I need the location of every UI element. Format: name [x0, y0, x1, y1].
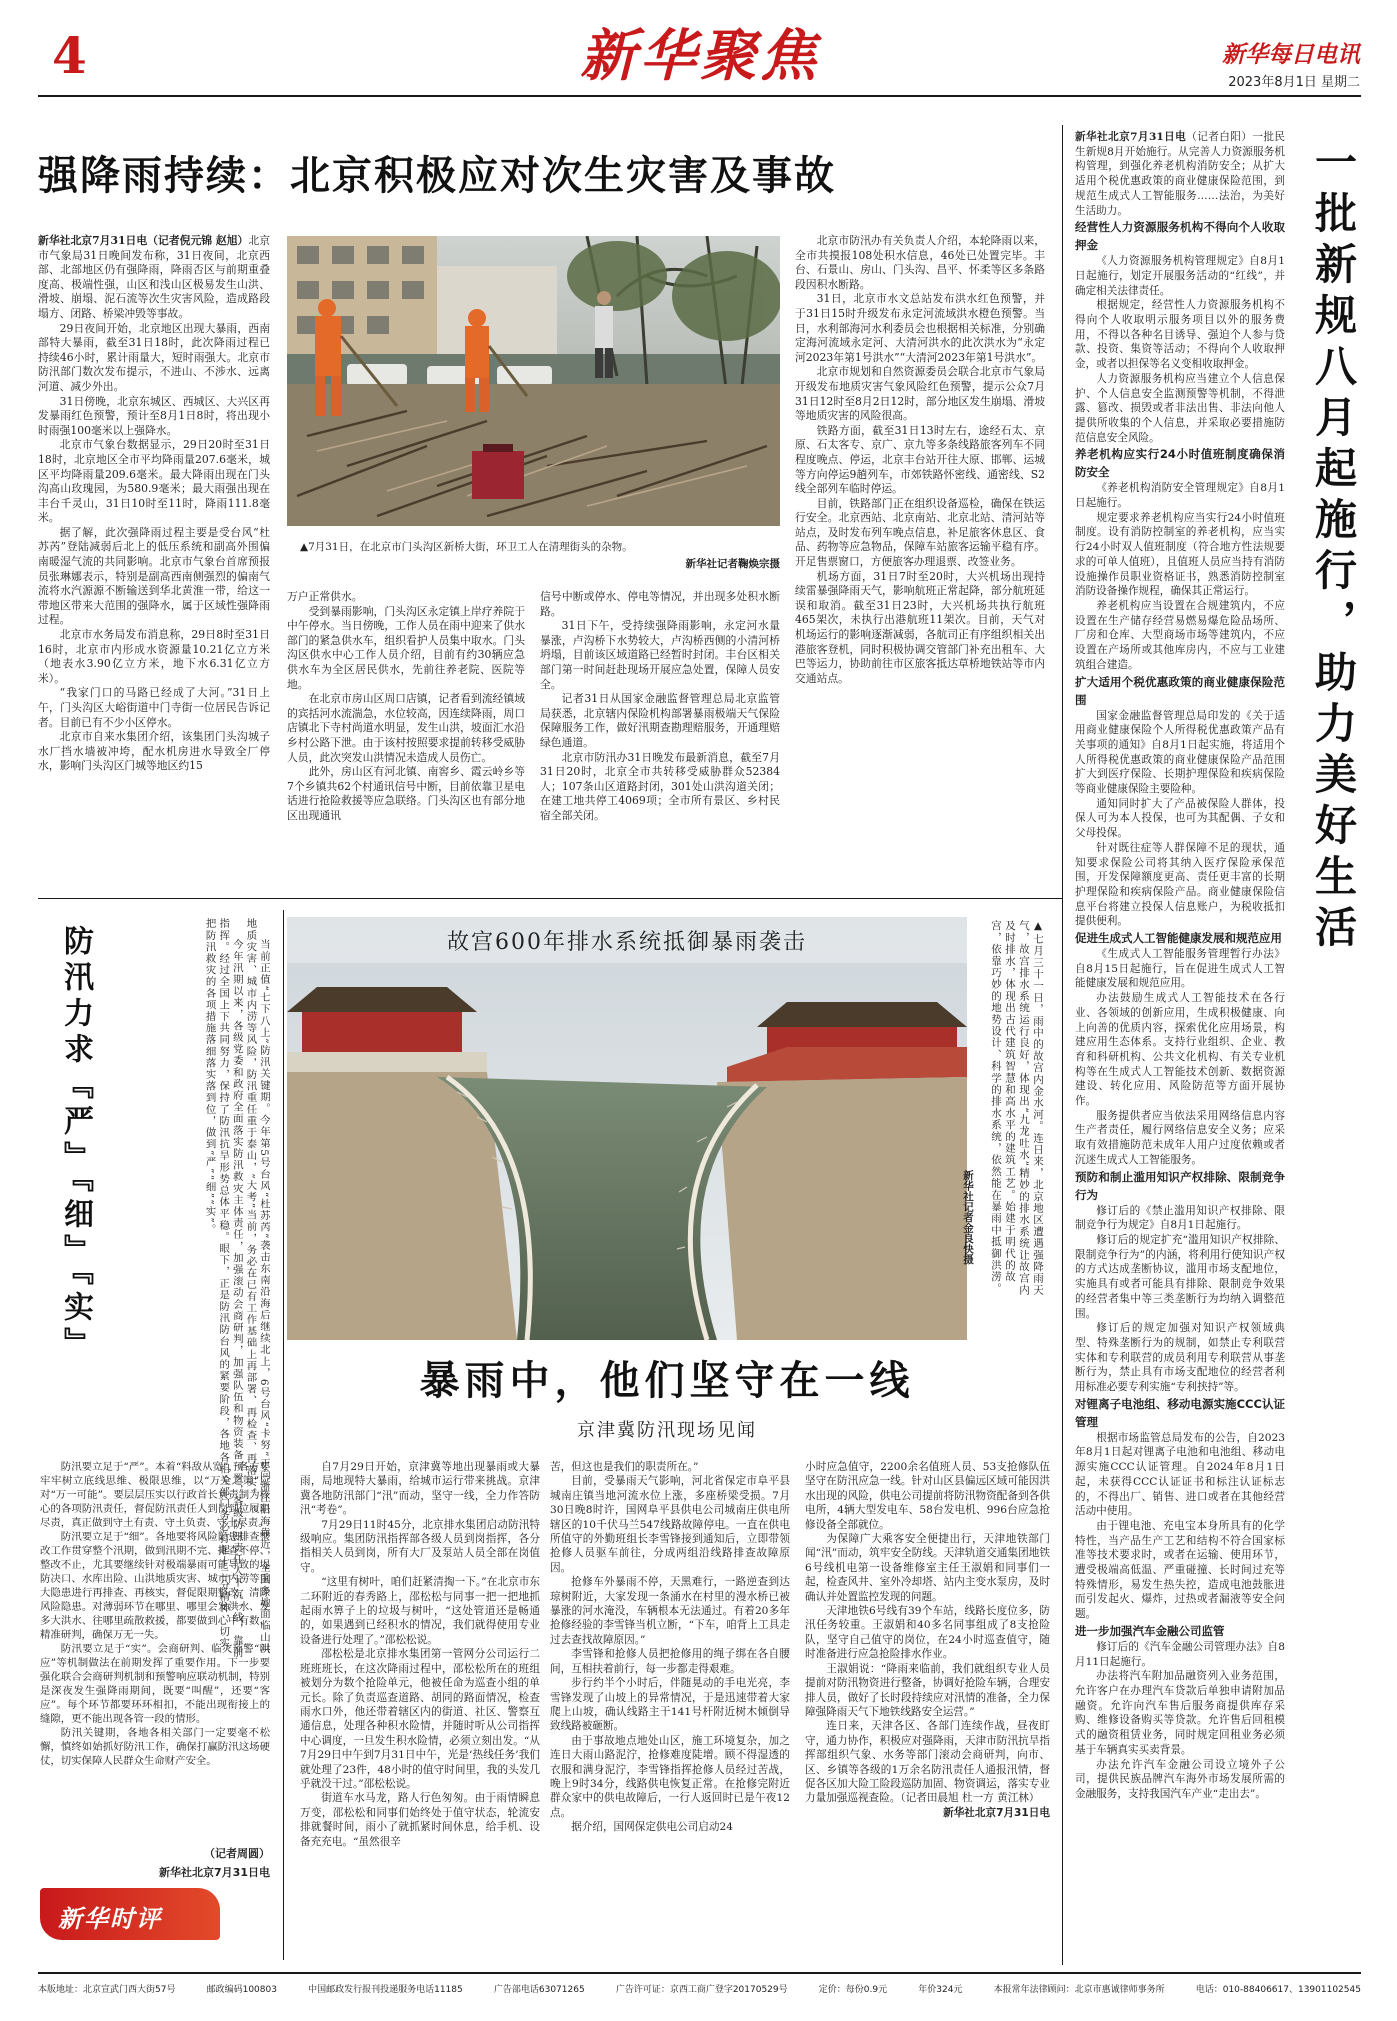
sidebar-paragraph: 国家金融监督管理总局印发的《关于适用商业健康保险个人所得税优惠政策产品有关事项的通知》自8月1日起实施，将适用个人所得税优惠政策的商业健康保险产品范围扩大到医疗保险、长期护理保险和疾病保险等商业健康保险主要险种。: [1075, 709, 1285, 796]
sidebar-paragraph: 修订后的规定加强对知识产权领域典型、特殊垄断行为的规制，如禁止专利联营实体和专利联营的成员利用专利联营从事垄断行为，禁止具有市场支配地位的经营者利用标准必要专利实施“专利挟持”等。: [1075, 1322, 1285, 1394]
forbidden-city-photo: [287, 917, 967, 1340]
sidebar-heading: 进一步加强汽车金融公司监管: [1075, 1623, 1225, 1638]
story1-lead-text: 北京市气象局31日晚间发布称，31日夜间，北京西部、北部地区仍有强降雨，降雨否区与前期重叠度高、极端性强，山区和浅山区极易发生山洪、滑坡、崩塌、泥石流等次生灾害风险，造成路段塌方、闭路、桥梁冲毁等事故。: [38, 234, 270, 320]
sidebar-paragraph: 人力资源服务机构应当建立个人信息保护、个人信息安全监测预警等机制，不得泄露、篡改、损毁或者非法出售、非法向他人提供所收集的个人信息，并采取必要措施防范信息安全风险。: [1075, 372, 1285, 444]
sidebar-paragraph: 根据规定，经营性人力资源服务机构不得向个人收取明示服务项目以外的服务费用，不得以各种名目诱导、强迫个人参与贷款、投资、集资等活动；不得向个人收取押金，或者以担保等名义变相收取押金。: [1075, 299, 1285, 371]
sidebar-paragraph: 针对既往症等人群保障不足的现状，通知要求保险公司将其纳入医疗保险承保范围，开发保障额度更高、责任更丰富的长期护理保险和疾病保险产品。商业健康保险信息平台将建立投保人信息账户，为税收抵扣提供便利。: [1075, 841, 1285, 928]
story2-paragraph: 王淑娟说：“降雨来临前，我们就组织专业人员提前对防汛物资进行整备，协调好抢险车辆，合理安排人员，做好了长时段持续应对汛情的准备，全力保障强降雨天气下地铁线路安全运营。”: [805, 1662, 1050, 1718]
story2-paragraph: 李雪锋和抢修人员把抢修用的绳子绑在各自腰间，互相扶着前行，每一步都走得艰难。: [550, 1648, 790, 1675]
story1-dateline: 新华社北京7月31日电（记者倪元锦 赵旭）: [38, 234, 249, 247]
story2-paragraph: 目前，受暴雨天气影响，河北省保定市阜平县城南庄镇当地河流水位上涨，多座桥梁受损。7月30日晚8时许，国网阜平县供电公司城南庄供电所辖区的10千伏马兰547线路故障停电。一直在供电所值守的外勤班组长李雪锋接到通知后，立即带领抢修人员驱车前往，分成两组沿线路排查故障原因。: [550, 1475, 790, 1574]
footer-line: [38, 1982, 1361, 1995]
commentary-paragraph: 防汛关键期，各地各相关部门一定要毫不松懈，慎终如始抓好防汛工作，确保打赢防汛这场硬仗，切实保障人民群众生命财产安全。: [40, 1727, 270, 1767]
sidebar-paragraph: 养老机构应当设置在合规建筑内，不应设置在生产储存经营易燃易爆危险品场所、厂房和仓库、大型商场市场等建筑内，不应设置在产场所或其他库房内，不应与工业建筑组合建造。: [1075, 599, 1285, 671]
story1-paragraph: 31日下午，受持续强降雨影响，永定河水量暴涨，卢沟桥下水势较大，卢沟桥西侧的小清河桥坍塌，目前该区域道路已经暂时封闭。丰台区相关部门第一时间赶赴现场开展应急处置，保障人员安全。: [540, 619, 780, 691]
sidebar-paragraph: 修订后的规定扩充“滥用知识产权排除、限制竞争行为”的内涵，将利用行使知识产权的方式达成垄断协议，滥用市场支配地位，实施具有或者可能具有排除、限制竞争效果的经营者集中等三类垄断行为均纳入调整范围。: [1075, 1234, 1285, 1320]
sidebar-heading: 促进生成式人工智能健康发展和规范应用: [1075, 931, 1282, 946]
story1-paragraph: 31日，北京市水文总站发布洪水红色预警，并于31日15时升级发布永定河流域洪水橙色预警。当日，水利部海河水利委员会也根据相关标准，分别确定海河流域永定河、大清河洪水的此次洪水为“永定河2023年第1号洪水”“大清河2023年第1号洪水”。: [795, 292, 1045, 364]
story1-paragraph: 北京市规划和自然资源委员会联合北京市气象局开级发布地质灾害气象风险红色预警，提示公众7月31日12时至8月2日12时，部分地区发生崩塌、滑坡等地质灾害的风险很高。: [795, 365, 1045, 423]
story1-paragraph: “我家门口的马路已经成了大河。”31日上午，门头沟区大峪街道中门寺街一位居民告诉记者。目前已有不少小区停水。: [38, 686, 270, 729]
sidebar-paragraph: 办法将汽车附加品融资列入业务范围，允许客户在办理汽车贷款后单独申请附加品融资。允许向汽车售后服务商提供库存采购、维修设备购买等贷款。允许售后回租模式的融资租赁业务，同时规定回租业务必须基于车辆真实买卖背景。: [1075, 1670, 1285, 1756]
commentary-dateline: 新华社北京7月31日电: [159, 1866, 270, 1879]
sidebar-divider: [1062, 125, 1063, 1965]
sidebar-heading: 对锂离子电池组、移动电源实施CCC认证管理: [1075, 1396, 1285, 1429]
story1-paragraph: 目前，铁路部门正在组织设备巡检，确保在铁运行安全。北京西站、北京南站、北京北站、清河站等站点，及时发布列车晚点信息，补足旅客休息区、食品、药物等应急物品，保障车站旅客运输平稳有序。开足售票窗口，方便旅客办理退票、改签业务。: [795, 496, 1045, 569]
story1-paragraph: 此外，房山区有河北镇、南窖乡、霞云岭乡等7个乡镇共62个村通讯信号中断，目前依靠卫星电话进行抢险救援等应急联络。门头沟区也有部分地区出现通讯: [287, 765, 525, 822]
story2-paragraph: 邵松松是北京排水集团第一管网分公司运行二班班班长，在这次降雨过程中，邵松松所在的班组被划分为数个抢险单元，他被任命为巡查小组的单元长。除了负责巡查道路、胡同的路面情况，检查雨水口外，他还带着辖区内的街道、社区、警察互通信息，处理各种积水险情，并随时听从公司指挥中心调度，一旦发生积水险情，必须立刻出发。“从7月29日中午到7月31日中午，光是‘热线任务’我们就处理了23件，48小时的值守时间里，我的头发几乎就没干过。”邵松松说。: [300, 1648, 540, 1790]
street-photo-credit: 新华社记者鞠焕宗摄: [685, 558, 780, 570]
sidebar-paragraph: 办法鼓励生成式人工智能技术在各行业、各领域的创新应用，生成积极健康、向上向善的优质内容，探索优化应用场景，构建应用生态体系。支持行业组织、企业、教育和科研机构、公共文化机构、有关专业机构等在生成式人工智能技术创新、数据资源建设、转化应用、风险防范等方面开展协作。: [1075, 992, 1285, 1108]
page-number: 4: [52, 26, 87, 85]
footer-item: 电话：010-88406617、13901102545: [1195, 1985, 1361, 1995]
footer-item: 本版地址：北京宣武门西大街57号: [38, 1985, 176, 1995]
sidebar-paragraph: 《人力资源服务机构管理规定》自8月1日起施行，划定开展服务活动的“红线”，并确定相关法律责任。: [1075, 255, 1285, 297]
story2-column-3: [805, 1460, 1050, 1965]
commentary-paragraph: 防汛要立足于“实”。会商研判、临灾预警“叫应”等机制做法在前期发挥了重要作用。下一步要强化联合会商研判机制和预警响应联动机制，特别是深夜发生强降雨期间，既要“叫醒”，还要“客应”。每个环节都要环环相扣，不能出现衔接上的缝隙，更不能出现各管一段的情形。: [40, 1643, 270, 1725]
street-cleanup-illustration: [287, 236, 780, 526]
commentary-body: [40, 1460, 270, 1835]
story2-column-2: [550, 1460, 790, 1965]
story1-paragraph: 北京市防汛办有关负责人介绍，本轮降雨以来，全市共摸报108处积水信息，46处已处置完毕。丰台、石景山、房山、门头沟、昌平、怀柔等区多条路段因积水断路。: [795, 234, 1045, 291]
commentary-paragraph: 防汛要立足于“严”。本着“料敌从宽”，各方要牢牢树立底线思维、极限思维，以“万全之策”应对“万一可能”。要层层压实以行政首长负责制为核心的各项防汛责任，督促防汛责任人到岗到位履职尽责，真正做到守土有责、守土负责、守土尽责。: [40, 1461, 270, 1529]
story2-dateline: 新华社北京7月31日电: [943, 1806, 1050, 1819]
section-title: 新华聚焦: [580, 23, 820, 89]
story2-paragraph: 为保障广大乘客安全便捷出行，天津地铁部门闻“汛”而动，筑牢安全防线。天津轨道交通集团地铁6号线机电第一设备维修室主任王淑娟和同事们一起，检查风井、室外冷却塔、站内主变水泵房，及时确认并处置监控发现的问题。: [805, 1533, 1050, 1603]
story1-paragraph: 铁路方面，截至31日13时左右，途经石太、京原、石太客专、京广、京九等多条线路旅客列车不同程度晚点、停运，北京丰台站开往大原、邯郸、运城等方向停运9趟列车，市郊铁路怀密线、通密线、S2线全部列车临时停运。: [795, 423, 1045, 496]
sidebar-paragraph: 由于锂电池、充电宝本身所具有的化学特性，当产品生产工艺和结构不符合国家标准等技术要求时，或者在运输、使用环节，遭受极端高低温、严重碰撞、长时间过充等特殊情形，易发生热失控，造成电池鼓胀进而引发起火、爆炸，过热或者漏液等安全问题。: [1075, 1519, 1285, 1621]
story1-column-2: [287, 590, 525, 888]
sidebar-paragraph: 修订后的《禁止滥用知识产权排除、限制竞争行为规定》自8月1日起施行。: [1075, 1204, 1285, 1232]
story1-paragraph: 受到暴雨影响，门头沟区永定镇上岸疗养院于中午停水。当日傍晚，工作人员在雨中迎来了供水部门的紧急供水车，组织看护人员集中取水。门头沟区供水中心工作人员介绍，目前有约30辆应急供水车为全区居民供水，先前往养老院、医院等地。: [287, 604, 525, 691]
story1-paragraph: 北京市防汛办31日晚发布最新消息，截至7月31日20时，北京全市共转移受威胁群众52384人；107条山区道路封闭，301处山洪沟道关闭；在建工地共停工4069项；全市所有景区、乡村民宿全部关闭。: [540, 750, 780, 822]
story1-paragraph: 31日傍晚，北京东城区、西城区、大兴区再发暴雨红色预警，预计至8月1日8时，将出现小时雨强100毫米以上强降水。: [38, 394, 270, 437]
story1-column-3: [540, 590, 780, 888]
story1-paragraph: 北京市自来水集团介绍，该集团门头沟城子水厂挡水墙被冲垮，配水机房进水导致全厂停水，影响门头沟区门城等地区约15: [38, 730, 270, 773]
sidebar-dateline: 新华社北京7月31日电: [1075, 131, 1187, 143]
footer-rule: [38, 1972, 1361, 1974]
sidebar-paragraph: 办法允许汽车金融公司设立境外子公司，提供民族品牌汽车海外市场发展所需的金融服务，支持我国汽车产业“走出去”。: [1075, 1758, 1285, 1800]
commentary-badge-label: 新华时评: [58, 1905, 162, 1933]
story2-paragraph: 天津地铁6号线有39个车站，线路长度位多，防汛任务较重。王淑娟和40多名同事组成了8支抢险队，坚守自己值守的岗位，在24小时巡查值守，随时准备进行应急抢险排水作业。: [805, 1605, 1050, 1661]
story1-paragraph: 记者31日从国家金融监督管理总局北京监管局获悉，北京辖内保险机构部署暴雨极端天气保险保障服务工作，做好汛期查勘理赔服务，开通理赔绿色通道。: [540, 692, 780, 749]
story2-paragraph: 步行约半个小时后，伴随晃动的手电光亮，李雪锋发现了山坡上的异常情况，于是迅速带着大家爬上山坡，确认线路主干141号杆附近树木倾倒导致线路被砸断。: [550, 1677, 790, 1733]
commentary-divider: [283, 910, 284, 1960]
issue-date: 2023年8月1日 星期二: [1228, 75, 1360, 90]
commentary-badge: [40, 1888, 220, 1940]
story1-paragraph: 据了解，此次强降雨过程主要是受台风“杜苏芮”登陆减弱后北上的低压系统和副高外围偏南暖湿气流的共同影响。北京市气象台首席预报员张琳娜表示，特别是副高西南侧强烈的偏南气流将水汽源源不断输送到华北黄淮一带，给这一带地区带来大范围的强降水，属于区域性强降雨过程。: [38, 525, 270, 627]
story1-bottom-rule: [38, 898, 1063, 899]
commentary-paragraph: 防汛要立足于“细”。各地要将风险隐患排查整改工作贯穿整个汛期，做到汛期不完、排查不停、整改不止，尤其要继续针对极端暴雨可能导致的堤防决口、水库出险、山洪地质灾害、城市内涝等重大隐患进行再排查、再核实，督促限期整改，清除风险隐患。对薄弱环节在哪里、哪里会发洪水、发多大洪水、往哪里疏散救援，都要做到心中有数、精准研判，确保万无一失。: [40, 1531, 270, 1641]
palace-credit: 新华社记者金良快摄: [962, 1170, 974, 1265]
paper-name: 新华每日电讯: [1222, 41, 1360, 68]
masthead-rule: [38, 95, 1361, 97]
footer-item: 年价324元: [918, 1985, 963, 1995]
sidebar-paragraph: 规定要求养老机构应当实行24小时值班制度。设有消防控制室的养老机构，应当实行24小时双人值班制度（符合地方性法规要求的可单人值班），且值班人员应当持有消防设施操作员职业资格证书，熟悉消防控制室消防设备操作规程，确保其正常运行。: [1075, 511, 1285, 598]
palace-caption: ▲七月三十一日，雨中的故宫内金水河。连日来，北京地区遭遇强降雨天气，故宫排水系统运行良好，体现出“九龙吐水”精妙的排水系统让故宫内及时排水，体现出古代建筑智慧和高水平的建筑工艺。始建于明代的故宫，依靠巧妙的地势设计、科学的排水系统，依然能在暴雨中抵御洪涝。: [990, 920, 1044, 1296]
sidebar-heading: 预防和制止滥用知识产权排除、限制竞争行为: [1075, 1169, 1285, 1202]
footer-item: 广告许可证：京西工商广登字20170529号: [615, 1985, 788, 1995]
sidebar-paragraph: 《养老机构消防安全管理规定》自8月1日起施行。: [1075, 482, 1285, 510]
sidebar-paragraph: 根据市场监管总局发布的公告，自2023年8月1日起对锂离子电池和电池组、移动电源实施CCC认证管理。自2024年8月1日起，未获得CCC认证证书和标注认证标志的，不得出厂、销售、进口或者在其他经营活动中使用。: [1075, 1431, 1285, 1518]
story1-headline: 强降雨持续：北京积极应对次生灾害及事故: [38, 153, 836, 199]
story1-paragraph: 北京市气象台数据显示，29日20时至31日18时，北京地区全市平均降雨量207.6毫米，城区平均降雨量209.6毫米。最大降雨出现在门头沟高山玫瑰园，为580.9毫米；最大雨强出现在丰台千灵山，31日10时至11时，降雨111.8毫米。: [38, 438, 270, 525]
footer-item: 本报常年法律顾问：北京市惠诚律师事务所: [993, 1985, 1165, 1995]
story2-headline: 暴雨中，他们坚守在一线: [419, 1358, 915, 1404]
story1-paragraph: 北京市水务局发布消息称，29日8时至31日16时，北京市内形成水资源量10.21亿立方米（地表水3.90亿立方米，地下水6.31亿立方米）。: [38, 628, 270, 685]
story1-paragraph: 信号中断或停水、停电等情况，并出现多处积水断路。: [540, 590, 780, 618]
footer-item: 广告部电话63071265: [493, 1985, 585, 1995]
sidebar-lead-text: （记者白阳）一批民生新规8月开始施行。从完善人力资源服务机构管理，到强化养老机构消防安全；从扩大适用个税优惠政策的商业健康保险范围，到规范生成式人工智能服务……法治，为美好生活助力。: [1075, 131, 1285, 217]
sidebar-paragraph: 服务提供者应当依法采用网络信息内容生产者责任，履行网络信息安全义务；应采取有效措施防范未成年人用户过度依赖或者沉迷生成式人工智能服务。: [1075, 1109, 1285, 1166]
sidebar-column: [1075, 130, 1285, 1965]
commentary-author: （记者周圆）: [204, 1847, 270, 1860]
story2-paragraph: 据介绍，国网保定供电公司启动24: [571, 1821, 733, 1834]
street-cleanup-photo: [287, 236, 780, 526]
sidebar-heading: 养老机构应实行24小时值班制度确保消防安全: [1075, 447, 1285, 480]
sidebar-heading: 扩大适用个税优惠政策的商业健康保险范围: [1075, 674, 1285, 707]
story2-paragraph: “这里有树叶，咱们赶紧清掏一下。”在北京市东二环附近的春秀路上，邵松松与同事一把一把地抓起雨水箅子上的垃圾与树叶，“这处管道还是畅通的，如果遇到已经积水的情况，我们就得使用专业设备进行处理了。”邵松松说。: [300, 1576, 540, 1646]
sidebar-paragraph: 《生成式人工智能服务管理暂行办法》自8月15日起施行，旨在促进生成式人工智能健康发展和规范应用。: [1075, 948, 1285, 990]
story2-paragraph: 7月29日11时45分，北京排水集团启动防汛特级响应。集团防汛指挥部各级人员到岗指挥，各分指相关人员到岗，所有大厂及泵站人员全部在岗值守。: [300, 1518, 540, 1574]
story2-paragraph: 街道车水马龙，路人行色匆匆。由于雨情瞬息万变，邵松松和同事们始终处于值守状态，轮流安排就餐时间，雨小了就抓紧时间休息，给手机、设备充充电。“虽然很辛: [300, 1792, 540, 1848]
sidebar-heading: 经营性人力资源服务机构不得向个人收取押金: [1075, 220, 1285, 253]
story2-paragraph: 苦，但这也是我们的职责所在。”: [550, 1461, 699, 1473]
street-photo-caption: ▲7月31日，在北京市门头沟区新桥大街，环卫工人在清理街头的杂物。: [300, 541, 633, 553]
sidebar-lead-paragraph: [1075, 130, 1285, 218]
footer-item: 中国邮政发行报刊投递服务电话11185: [308, 1985, 463, 1995]
story1-paragraph: 万户正常供水。: [287, 590, 363, 603]
story2-paragraph: 连日来，天津各区、各部门连续作战，昼夜盯守，通力协作，积极应对强降雨，天津市防汛抗旱指挥部组织气象、水务等部门滚动会商研判，向市、区、乡镇等各级的1万余名防汛责任人通报汛情，督促各区加大险工险段巡防加固、物资调运，落实专业力量加强巡视查险。（记者田晨旭 杜一方 黄江林）: [805, 1720, 1050, 1805]
story1-paragraph: 在北京市房山区周口店镇，记者看到流经镇域的宾括河水流湍急，水位较高，因连续降雨，周口店镇北下寺村尚道水明显，发生山洪，坡面汇水沿乡村公路下泄。由于该村按照要求提前转移受威胁人员，此次突发山洪情况未造成人员伤亡。: [287, 692, 525, 764]
footer-item: 邮政编码100803: [206, 1985, 277, 1995]
story2-subhead: 京津冀防汛现场见闻: [577, 1420, 757, 1441]
commentary-title: 防汛力求『严』『细』『实』: [58, 925, 93, 1363]
story2-paragraph: 小时应急值守，2200余名值班人员、53支抢修队伍坚守在防汛应急一线。针对山区县偏远区域可能因洪水出现的风险，供电公司提前将防汛物资配备到各供电所，4辆大型发电车、58台发电机、996台应急抢修设备全部就位。: [805, 1461, 1050, 1531]
story1-column-1: [38, 234, 270, 888]
story1-column-4: [795, 234, 1045, 888]
story1-lead-paragraph: [38, 234, 270, 322]
sidebar-vertical-title: 一批新规八月起施行，助力美好生活: [1309, 140, 1358, 956]
footer-item: 定价：每份0.9元: [818, 1985, 888, 1995]
forbidden-city-illustration: [287, 917, 967, 1340]
story2-paragraph: 自7月29日开始，京津冀等地出现暴雨或大暴雨，局地现特大暴雨，给城市运行带来挑战。京津冀各地防汛部门“汛”而动，坚守一线，全力作答防汛“考卷”。: [300, 1461, 540, 1517]
sidebar-paragraph: 通知同时扩大了产品被保险人群体，投保人可为本人投保，也可为其配偶、子女和父母投保。: [1075, 797, 1285, 840]
commentary-paragraph: 当前正值“七下八上”防汛关键期。今年第5号台风“杜苏芮”袭击东南沿海后继续北上，6号台风“卡努”正向浙江沿海靠近，全国多地面临山洪地质灾害、城市内涝等风险，防汛重任重于泰山，“大考”当前，务必在已有工作基础上再部署、再检查、再落实。: [244, 918, 270, 1655]
story1-paragraph: 29日夜间开始，北京地区出现大暴雨，西南部特大暴雨，截至31日18时，此次降雨过程已持续46小时，累计雨量大，短时雨强大。北京市防汛部门数次发布提示，不进山、不涉水、远离河道、减少外出。: [38, 321, 270, 393]
story1-paragraph: 机场方面，31日7时至20时，大兴机场出现持续雷暴强降雨天气，影响航班正常起降，部分航班延误和取消。截至31日23时，大兴机场共执行航班465架次，未执行出港航班11架次。目前，天气对机场运行的影响逐渐减弱，各航司正有序组织相关出港旅客登机，同时积极协调交管部门补充出租车、大巴等运力，协助前往市区旅客抵达草桥地铁站等市内交通站点。: [795, 569, 1045, 685]
story2-column-1: [300, 1460, 540, 1965]
sidebar-paragraph: 修订后的《汽车金融公司管理办法》自8月11日起施行。: [1075, 1640, 1285, 1668]
story2-paragraph: 抢修车外暴雨不停，天黑难行，一路逆查到达琼树附近，大家发现一条涌水在村里的漫水桥已被暴涨的河水淹没，车辆根本无法通过。有着20多年抢修经验的李雪锋当机立断，“下车，咱背上工具走过去查找故障原因。”: [550, 1576, 790, 1646]
story2-paragraph: 由于事故地点地处山区，施工环境复杂，加之连日大雨山路泥泞，抢修难度陡增。顾不得湿透的衣服和满身泥泞，李雪锋指挥抢修人员经过苦战，晚上9时34分，线路供电恢复正常。在抢修完附近群众家中的供电故障后，一行人返回时已是午夜12点。: [550, 1734, 790, 1819]
palace-title: 故宫600年排水系统抵御暴雨袭击: [447, 930, 807, 955]
commentary-paragraph: 今年汛期以来，各级党委和政府全面落实防汛救灾主体责任，加强滚动会商研判，加强队伍和物资装备预置，各级防汛责任人下沉一线，靠前指挥。经过全国上下共同努力，保持了防汛抗旱形势总体平稳。眼下，正是防汛防台风的紧要阶段，各地各相关部门务必打起十二分精神，切实把防汛救灾的各项措施落细落实落到位，做到“严”“细”“实”。: [203, 918, 243, 1658]
